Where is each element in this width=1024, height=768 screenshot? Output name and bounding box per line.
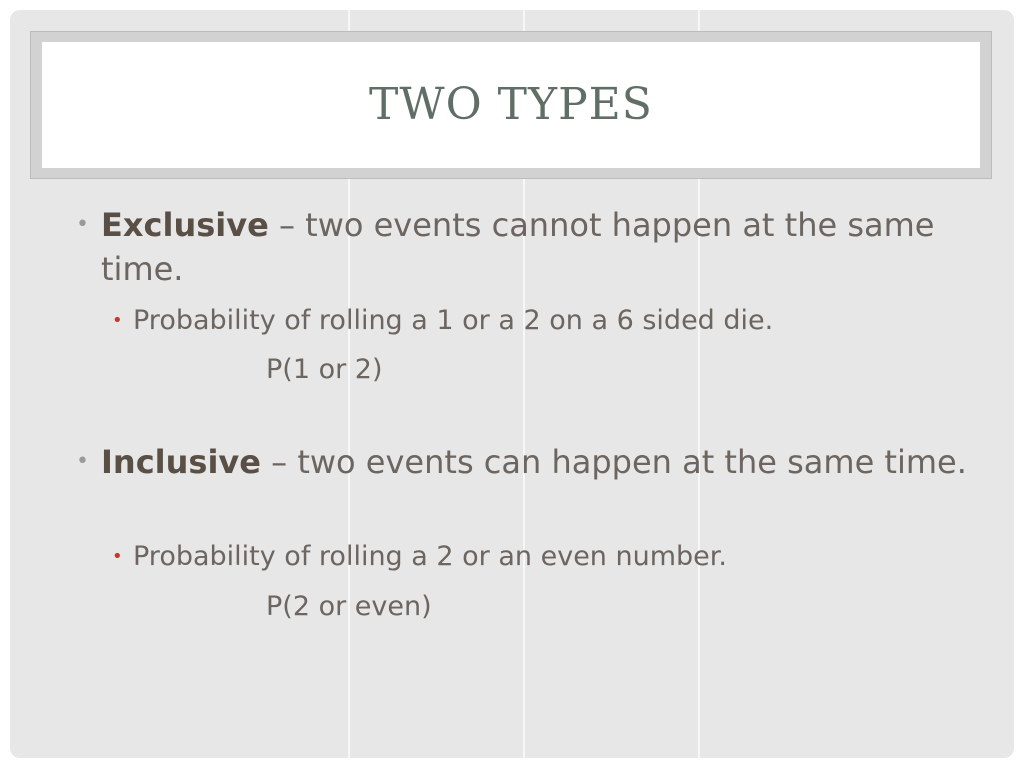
bullet-dot-icon: • <box>76 212 89 237</box>
inclusive-example: Probability of rolling a 2 or an even number. <box>133 541 727 572</box>
bullet-dot-icon: • <box>76 449 89 474</box>
sub-bullet-inclusive-example <box>112 537 993 577</box>
inclusive-description: – two events can happen at the same time. <box>260 443 967 481</box>
exclusive-example: Probability of rolling a 1 or a 2 on a 6 sided die. <box>133 305 774 336</box>
slide <box>10 10 1014 758</box>
exclusive-description: – two events cannot happen at the same time. <box>101 206 935 288</box>
term-inclusive: Inclusive <box>101 443 261 481</box>
bullet-inclusive <box>76 440 981 484</box>
term-exclusive: Exclusive <box>101 206 269 244</box>
exclusive-formula: P(1 or 2) <box>266 354 383 385</box>
sub-bullet-dot-icon: • <box>112 310 123 331</box>
sub-bullet-exclusive-example <box>112 301 993 341</box>
inclusive-formula: P(2 or even) <box>266 591 432 622</box>
sub-bullet-dot-icon: • <box>112 546 123 567</box>
slide-content <box>10 10 1014 758</box>
bullet-exclusive <box>76 203 981 291</box>
slide-title: TWO TYPES <box>369 78 653 130</box>
